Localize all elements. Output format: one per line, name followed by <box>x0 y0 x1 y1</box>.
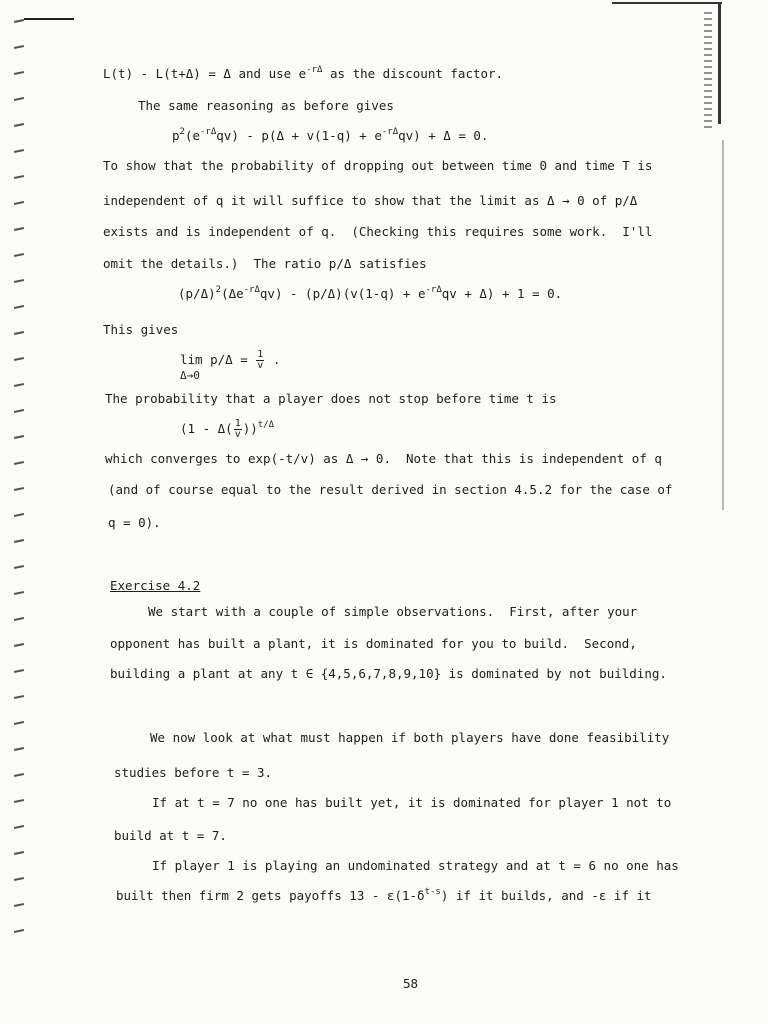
binding-tick <box>14 71 24 75</box>
binding-tick <box>14 721 24 725</box>
scan-edge-right <box>722 140 724 510</box>
text-line: To show that the probability of dropping out between time 0 and time T is <box>103 158 653 173</box>
binding-tick <box>14 591 24 595</box>
binding-tick <box>14 409 24 413</box>
equation-subscript: Δ→0 <box>180 369 200 382</box>
binding-tick <box>14 747 24 751</box>
section-heading: Exercise 4.2 <box>110 578 201 593</box>
binding-tick <box>14 175 24 179</box>
scan-rule <box>612 2 722 4</box>
text-line: opponent has built a plant, it is dominated for you to build. Second, <box>110 636 637 651</box>
binding-tick <box>14 45 24 49</box>
binding-tick <box>14 825 24 829</box>
equation: lim p/Δ = $\frac{1}{v}$ . <box>180 349 281 371</box>
text-line: exists and is independent of q. (Checking this requires some work. I'll <box>103 224 653 239</box>
binding-tick <box>14 487 24 491</box>
text-line: built then firm 2 gets payoffs $13 - \varepsilon(1-\delta^{t-s})$ if it builds, and -ε if it <box>116 887 652 903</box>
text-line: studies before t = 3. <box>114 765 273 780</box>
binding-tick <box>14 279 24 283</box>
binding-tick <box>14 227 24 231</box>
page-number: 58 <box>403 976 419 991</box>
binding-tick <box>14 97 24 101</box>
text-line: L(t) - L(t+Δ) = Δ and use $e^{-r\Delta}$ as the discount factor. <box>103 65 504 81</box>
text-line: build at t = 7. <box>114 828 227 843</box>
text-line: We now look at what must happen if both players have done feasibility <box>150 730 670 745</box>
binding-tick <box>14 383 24 387</box>
binding-tick <box>14 331 24 335</box>
binding-tick <box>14 305 24 309</box>
binding-tick <box>14 539 24 543</box>
binding-tick <box>14 773 24 777</box>
text-line: q = 0). <box>108 515 161 530</box>
binding-tick <box>14 19 24 23</box>
equation: $p^2(e^{-r\Delta}qv) - p(\Delta + v(1-q) + e^{-r\Delta}qv) + \Delta = 0$. <box>172 127 489 143</box>
binding-tick <box>14 903 24 907</box>
binding-tick <box>14 513 24 517</box>
binding-tick <box>14 929 24 933</box>
equation: $(p/\Delta)^2(\Delta e^{-r\Delta}qv) - (p/\Delta)(v(1-q) + e^{-r\Delta}qv + \Delta) + 1 = 0$. <box>178 285 563 301</box>
binding-tick <box>14 123 24 127</box>
binding-tick <box>14 461 24 465</box>
text-line: The same reasoning as before gives <box>138 98 394 113</box>
equation: (1 - Δ( $\frac{1}{v}$ ))$^{t/\Delta}$ <box>180 418 275 440</box>
text-line: If at t = 7 no one has built yet, it is dominated for player 1 not to <box>152 795 672 810</box>
text-line: This gives <box>103 322 179 337</box>
binding-tick <box>14 669 24 673</box>
scan-mark <box>24 18 74 20</box>
binding-tick <box>14 435 24 439</box>
text-line: which converges to exp(-t/v) as Δ → 0. Note that this is independent of q <box>105 451 662 466</box>
binding-tick <box>14 799 24 803</box>
binding-tick <box>14 565 24 569</box>
text-line: omit the details.) The ratio p/Δ satisfies <box>103 256 427 271</box>
text-line: building a plant at any t ∈ {4,5,6,7,8,9,10} is dominated by not building. <box>110 666 667 681</box>
text-line: We start with a couple of simple observations. First, after your <box>148 604 638 619</box>
binding-tick <box>14 357 24 361</box>
binding-tick <box>14 149 24 153</box>
scan-edge <box>718 4 721 124</box>
binding-tick <box>14 201 24 205</box>
binding-holes <box>14 20 28 970</box>
text-line: independent of q it will suffice to show that the limit as Δ → 0 of p/Δ <box>103 193 638 208</box>
binding-tick <box>14 851 24 855</box>
binding-marks <box>704 12 712 132</box>
binding-tick <box>14 643 24 647</box>
binding-tick <box>14 695 24 699</box>
binding-tick <box>14 617 24 621</box>
text-line: If player 1 is playing an undominated strategy and at t = 6 no one has <box>152 858 679 873</box>
binding-tick <box>14 877 24 881</box>
text-line: The probability that a player does not stop before time t is <box>105 391 557 406</box>
binding-tick <box>14 253 24 257</box>
text-line: (and of course equal to the result derived in section 4.5.2 for the case of <box>108 482 673 497</box>
